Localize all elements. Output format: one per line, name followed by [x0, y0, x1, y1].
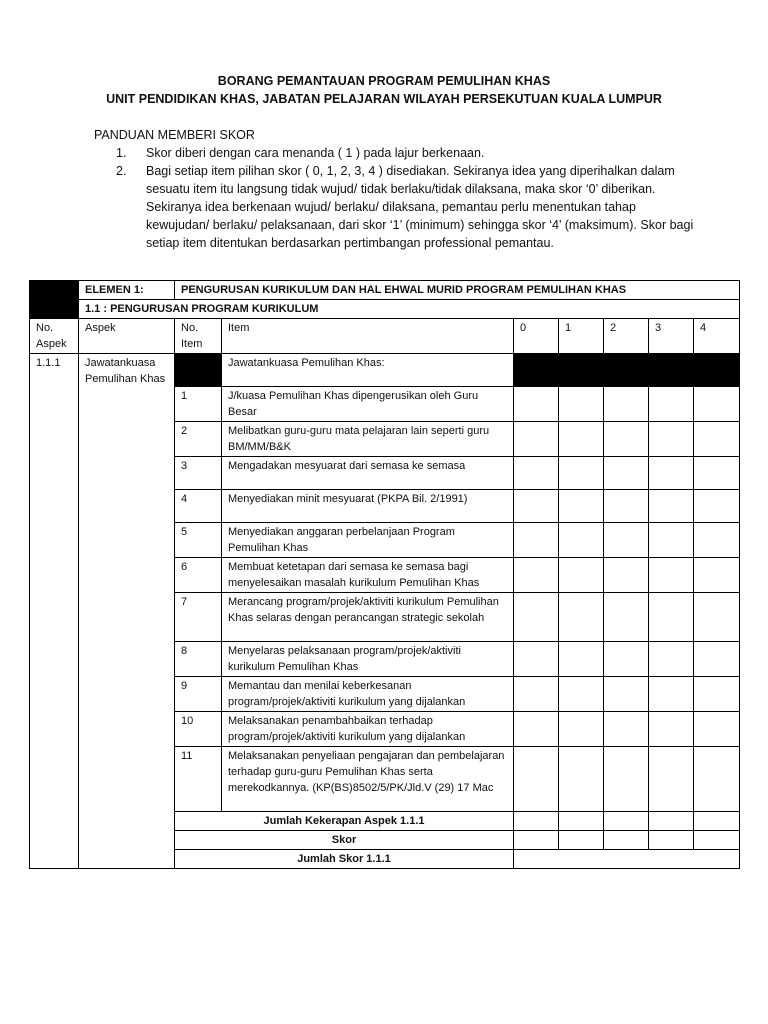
score-cell-0[interactable] — [514, 422, 559, 457]
score-cell-1[interactable] — [559, 558, 604, 593]
score-cell-1[interactable] — [559, 490, 604, 523]
header-score-1: 1 — [559, 319, 604, 354]
score-cell-1[interactable] — [559, 831, 604, 850]
header-aspek: Aspek — [79, 319, 175, 354]
score-cell-3[interactable] — [649, 831, 694, 850]
score-cell-0[interactable] — [514, 523, 559, 558]
scoring-guide — [94, 126, 694, 252]
form-title — [0, 72, 768, 108]
score-cell-3[interactable] — [649, 490, 694, 523]
header-no-item: No. Item — [175, 319, 222, 354]
score-cell-2[interactable] — [604, 677, 649, 712]
score-cell-3[interactable] — [649, 387, 694, 422]
aspect-number: 1.1.1 — [30, 354, 79, 869]
summary-jumlah-skor: Jumlah Skor 1.1.1 — [175, 850, 514, 869]
guide-item-2 — [94, 162, 694, 252]
score-cell-2[interactable] — [604, 642, 649, 677]
item-text: Menyediakan anggaran perbelanjaan Program Pemulihan Khas — [222, 523, 514, 558]
item-text: Melibatkan guru-guru mata pelajaran lain seperti guru BM/MM/B&K — [222, 422, 514, 457]
score-cell-1[interactable] — [559, 712, 604, 747]
item-text: Membuat ketetapan dari semasa ke semasa bagi menyelesaikan masalah kurikulum Pemulihan Khas — [222, 558, 514, 593]
item-text: Merancang program/projek/aktiviti kurikulum Pemulihan Khas selaras dengan perancangan strategic sekolah — [222, 593, 514, 642]
score-cell-0[interactable] — [514, 831, 559, 850]
score-cell-2[interactable] — [604, 457, 649, 490]
score-cell-4[interactable] — [694, 558, 740, 593]
header-item: Item — [222, 319, 514, 354]
score-cell-2[interactable] — [604, 490, 649, 523]
score-cell-2[interactable] — [604, 831, 649, 850]
item-number: 5 — [175, 523, 222, 558]
guide-item-number: 2. — [116, 164, 127, 178]
score-cell-0[interactable] — [514, 558, 559, 593]
guide-item-number: 1. — [116, 146, 127, 160]
item-text: Melaksanakan penambahbaikan terhadap program/projek/aktiviti kurikulum yang dijalankan — [222, 712, 514, 747]
summary-jumlah-kekerapan: Jumlah Kekerapan Aspek 1.1.1 — [175, 812, 514, 831]
black-score-band — [514, 354, 740, 387]
item-number: 9 — [175, 677, 222, 712]
aspect-name: Jawatankuasa Pemulihan Khas — [79, 354, 175, 869]
score-cell-3[interactable] — [649, 457, 694, 490]
score-cell-3[interactable] — [649, 422, 694, 457]
score-cell-4[interactable] — [694, 387, 740, 422]
header-score-0: 0 — [514, 319, 559, 354]
summary-skor: Skor — [175, 831, 514, 850]
score-cell-0[interactable] — [514, 642, 559, 677]
score-cell-1[interactable] — [559, 642, 604, 677]
score-cell-0[interactable] — [514, 457, 559, 490]
score-cell-1[interactable] — [559, 387, 604, 422]
score-cell-1[interactable] — [559, 523, 604, 558]
item-number: 6 — [175, 558, 222, 593]
score-cell-2[interactable] — [604, 812, 649, 831]
header-score-2: 2 — [604, 319, 649, 354]
black-corner-cell — [30, 281, 79, 319]
guide-item-text: Skor diberi dengan cara menanda ( 1 ) pada lajur berkenaan. — [146, 146, 485, 160]
element-label: ELEMEN 1: — [79, 281, 175, 300]
guide-item-1 — [94, 144, 694, 162]
score-cell-4[interactable] — [694, 457, 740, 490]
score-cell-1[interactable] — [559, 457, 604, 490]
score-cell-3[interactable] — [649, 558, 694, 593]
score-cell-3[interactable] — [649, 523, 694, 558]
group-label: Jawatankuasa Pemulihan Khas: — [222, 354, 514, 387]
score-cell-1[interactable] — [559, 677, 604, 712]
score-cell-3[interactable] — [649, 642, 694, 677]
score-cell-2[interactable] — [604, 387, 649, 422]
score-cell-3[interactable] — [649, 747, 694, 812]
score-cell-2[interactable] — [604, 558, 649, 593]
score-cell-0[interactable] — [514, 677, 559, 712]
score-cell-0[interactable] — [514, 747, 559, 812]
score-cell-1[interactable] — [559, 422, 604, 457]
score-cell-3[interactable] — [649, 812, 694, 831]
item-text: Menyelaras pelaksanaan program/projek/aktiviti kurikulum Pemulihan Khas — [222, 642, 514, 677]
guide-list — [94, 144, 694, 252]
score-cell-2[interactable] — [604, 593, 649, 642]
element-title: PENGURUSAN KURIKULUM DAN HAL EHWAL MURID PROGRAM PEMULIHAN KHAS — [175, 281, 740, 300]
section-title: 1.1 : PENGURUSAN PROGRAM KURIKULUM — [79, 300, 740, 319]
score-cell-3[interactable] — [649, 712, 694, 747]
score-cell-2[interactable] — [604, 422, 649, 457]
score-cell-3[interactable] — [649, 677, 694, 712]
score-cell-0[interactable] — [514, 593, 559, 642]
header-score-3: 3 — [649, 319, 694, 354]
item-number: 11 — [175, 747, 222, 812]
score-cell-4[interactable] — [694, 812, 740, 831]
header-no-aspek: No. Aspek — [30, 319, 79, 354]
item-text: Melaksanakan penyeliaan pengajaran dan pembelajaran terhadap guru-guru Pemulihan Khas serta merekodkannya. (KP(BS)8502/5/PK/Jld.V (29) 17 Mac — [222, 747, 514, 812]
item-number: 2 — [175, 422, 222, 457]
score-cell-4[interactable] — [694, 523, 740, 558]
score-cell-0[interactable] — [514, 490, 559, 523]
item-number: 3 — [175, 457, 222, 490]
score-cell-4[interactable] — [694, 747, 740, 812]
score-cell-4[interactable] — [694, 677, 740, 712]
score-cell-1[interactable] — [559, 747, 604, 812]
score-cell-4[interactable] — [694, 712, 740, 747]
item-text: J/kuasa Pemulihan Khas dipengerusikan oleh Guru Besar — [222, 387, 514, 422]
element-row — [30, 281, 740, 300]
item-text: Memantau dan menilai keberkesanan program/projek/aktiviti kurikulum yang dijalankan — [222, 677, 514, 712]
item-number: 4 — [175, 490, 222, 523]
score-cell-0[interactable] — [514, 387, 559, 422]
item-text: Menyediakan minit mesyuarat (PKPA Bil. 2/1991) — [222, 490, 514, 523]
title-line-2: UNIT PENDIDIKAN KHAS, JABATAN PELAJARAN WILAYAH PERSEKUTUAN KUALA LUMPUR — [106, 92, 662, 106]
group-row — [30, 354, 740, 387]
score-cell-2[interactable] — [604, 523, 649, 558]
score-cell-1[interactable] — [559, 812, 604, 831]
score-cell-0[interactable] — [514, 712, 559, 747]
score-cell-0[interactable] — [514, 812, 559, 831]
score-cell-2[interactable] — [604, 712, 649, 747]
item-number: 10 — [175, 712, 222, 747]
monitoring-form-table — [29, 280, 740, 869]
score-cell-4[interactable] — [694, 831, 740, 850]
score-cell-4[interactable] — [694, 642, 740, 677]
score-cell-4[interactable] — [694, 422, 740, 457]
black-cell — [175, 354, 222, 387]
title-line-1: BORANG PEMANTAUAN PROGRAM PEMULIHAN KHAS — [217, 74, 551, 88]
item-number: 8 — [175, 642, 222, 677]
score-cell-3[interactable] — [649, 593, 694, 642]
total-score-cell[interactable] — [514, 850, 740, 869]
score-cell-1[interactable] — [559, 593, 604, 642]
guide-item-text: Bagi setiap item pilihan skor ( 0, 1, 2, 3, 4 ) disediakan. Sekiranya idea yang diperihalkan dalam sesuatu item itu langsung tidak wujud/ tidak berlaku/tidak dilaksana, maka skor ‘0’ diberikan. Sekiranya idea berkenaan wujud/ berlaku/ dilaksana, pemantau perlu menentukan tahap kewujudan/ berlaku/ pelaksanaan, dari skor ‘1’ (minimum) sehingga skor ‘4’ (maksimum). Skor bagi setiap item ditentukan berdasarkan pertimbangan professional pemantau. — [146, 164, 694, 250]
header-row — [30, 319, 740, 354]
score-cell-4[interactable] — [694, 490, 740, 523]
score-cell-2[interactable] — [604, 747, 649, 812]
header-score-4: 4 — [694, 319, 740, 354]
item-number: 1 — [175, 387, 222, 422]
section-row — [30, 300, 740, 319]
item-text: Mengadakan mesyuarat dari semasa ke semasa — [222, 457, 514, 490]
guide-heading: PANDUAN MEMBERI SKOR — [94, 128, 255, 142]
item-number: 7 — [175, 593, 222, 642]
score-cell-4[interactable] — [694, 593, 740, 642]
